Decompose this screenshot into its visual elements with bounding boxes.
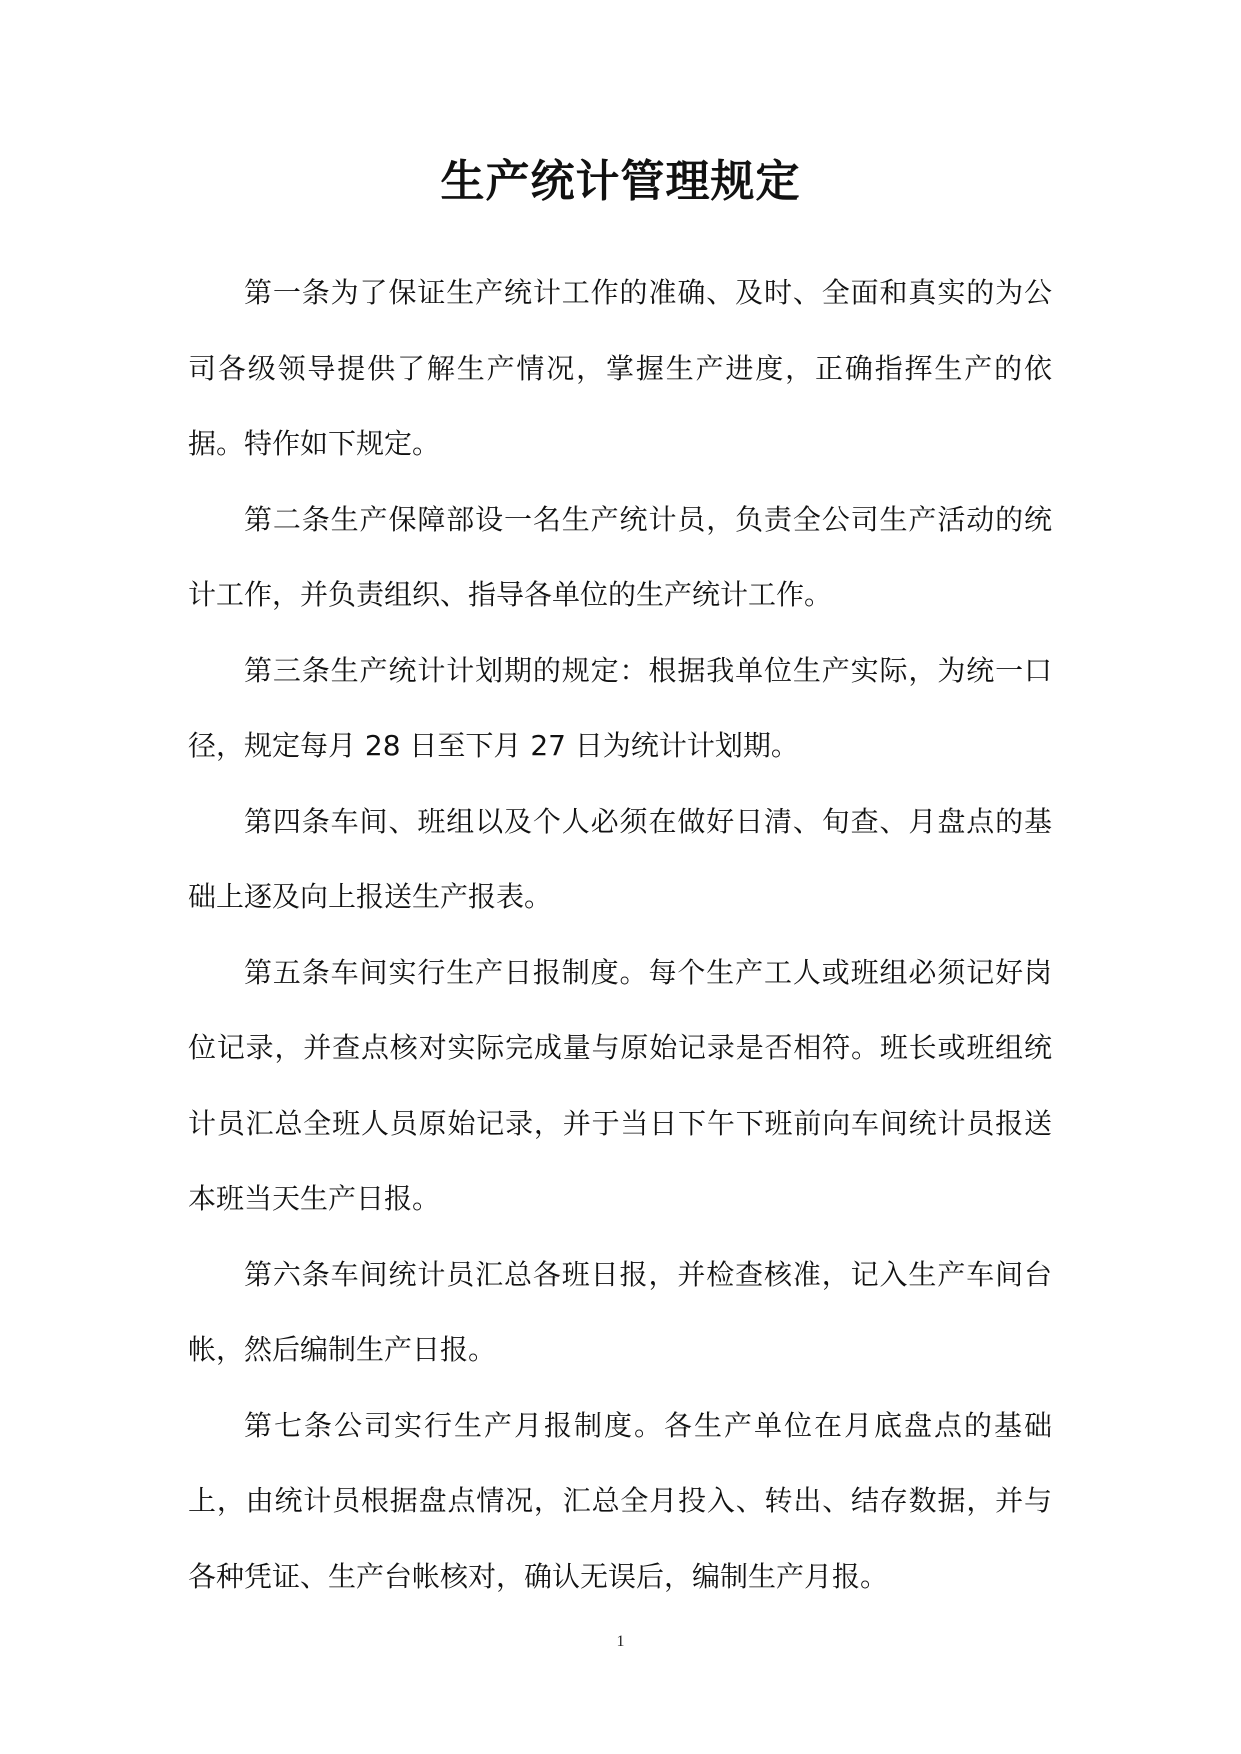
paragraph-article-7: 第七条公司实行生产月报制度。各生产单位在月底盘点的基础上，由统计员根据盘点情况，汇总全月投入、转出、结存数据，并与各种凭证、生产台帐核对，确认无误后，编制生产月报。 (188, 1408, 1052, 1593)
paragraph-article-1: 第一条为了保证生产统计工作的准确、及时、全面和真实的为公司各级领导提供了解生产情况，掌握生产进度，正确指挥生产的依据。特作如下规定。 (188, 276, 1052, 460)
paragraph-article-6: 第六条车间统计员汇总各班日报，并检查核准，记入生产车间台帐，然后编制生产日报。 (188, 1257, 1052, 1366)
paragraph-article-5: 第五条车间实行生产日报制度。每个生产工人或班组必须记好岗位记录，并查点核对实际完成量与原始记录是否相符。班长或班组统计员汇总全班人员原始记录，并于当日下午下班前向车间统计员报送本班当天生产日报。 (188, 955, 1052, 1215)
paragraph-article-3: 第三条生产统计计划期的规定：根据我单位生产实际，为统一口径，规定每月 28 日至下月 27 日为统计计划期。 (188, 653, 1052, 762)
document-body (188, 255, 1052, 1614)
paragraph-article-2: 第二条生产保障部设一名生产统计员，负责全公司生产活动的统计工作，并负责组织、指导各单位的生产统计工作。 (188, 502, 1052, 611)
paragraph-article-4: 第四条车间、班组以及个人必须在做好日清、旬查、月盘点的基础上逐及向上报送生产报表。 (188, 804, 1052, 913)
page-number: 1 (616, 1633, 625, 1650)
document-title: 生产统计管理规定 (440, 156, 801, 207)
